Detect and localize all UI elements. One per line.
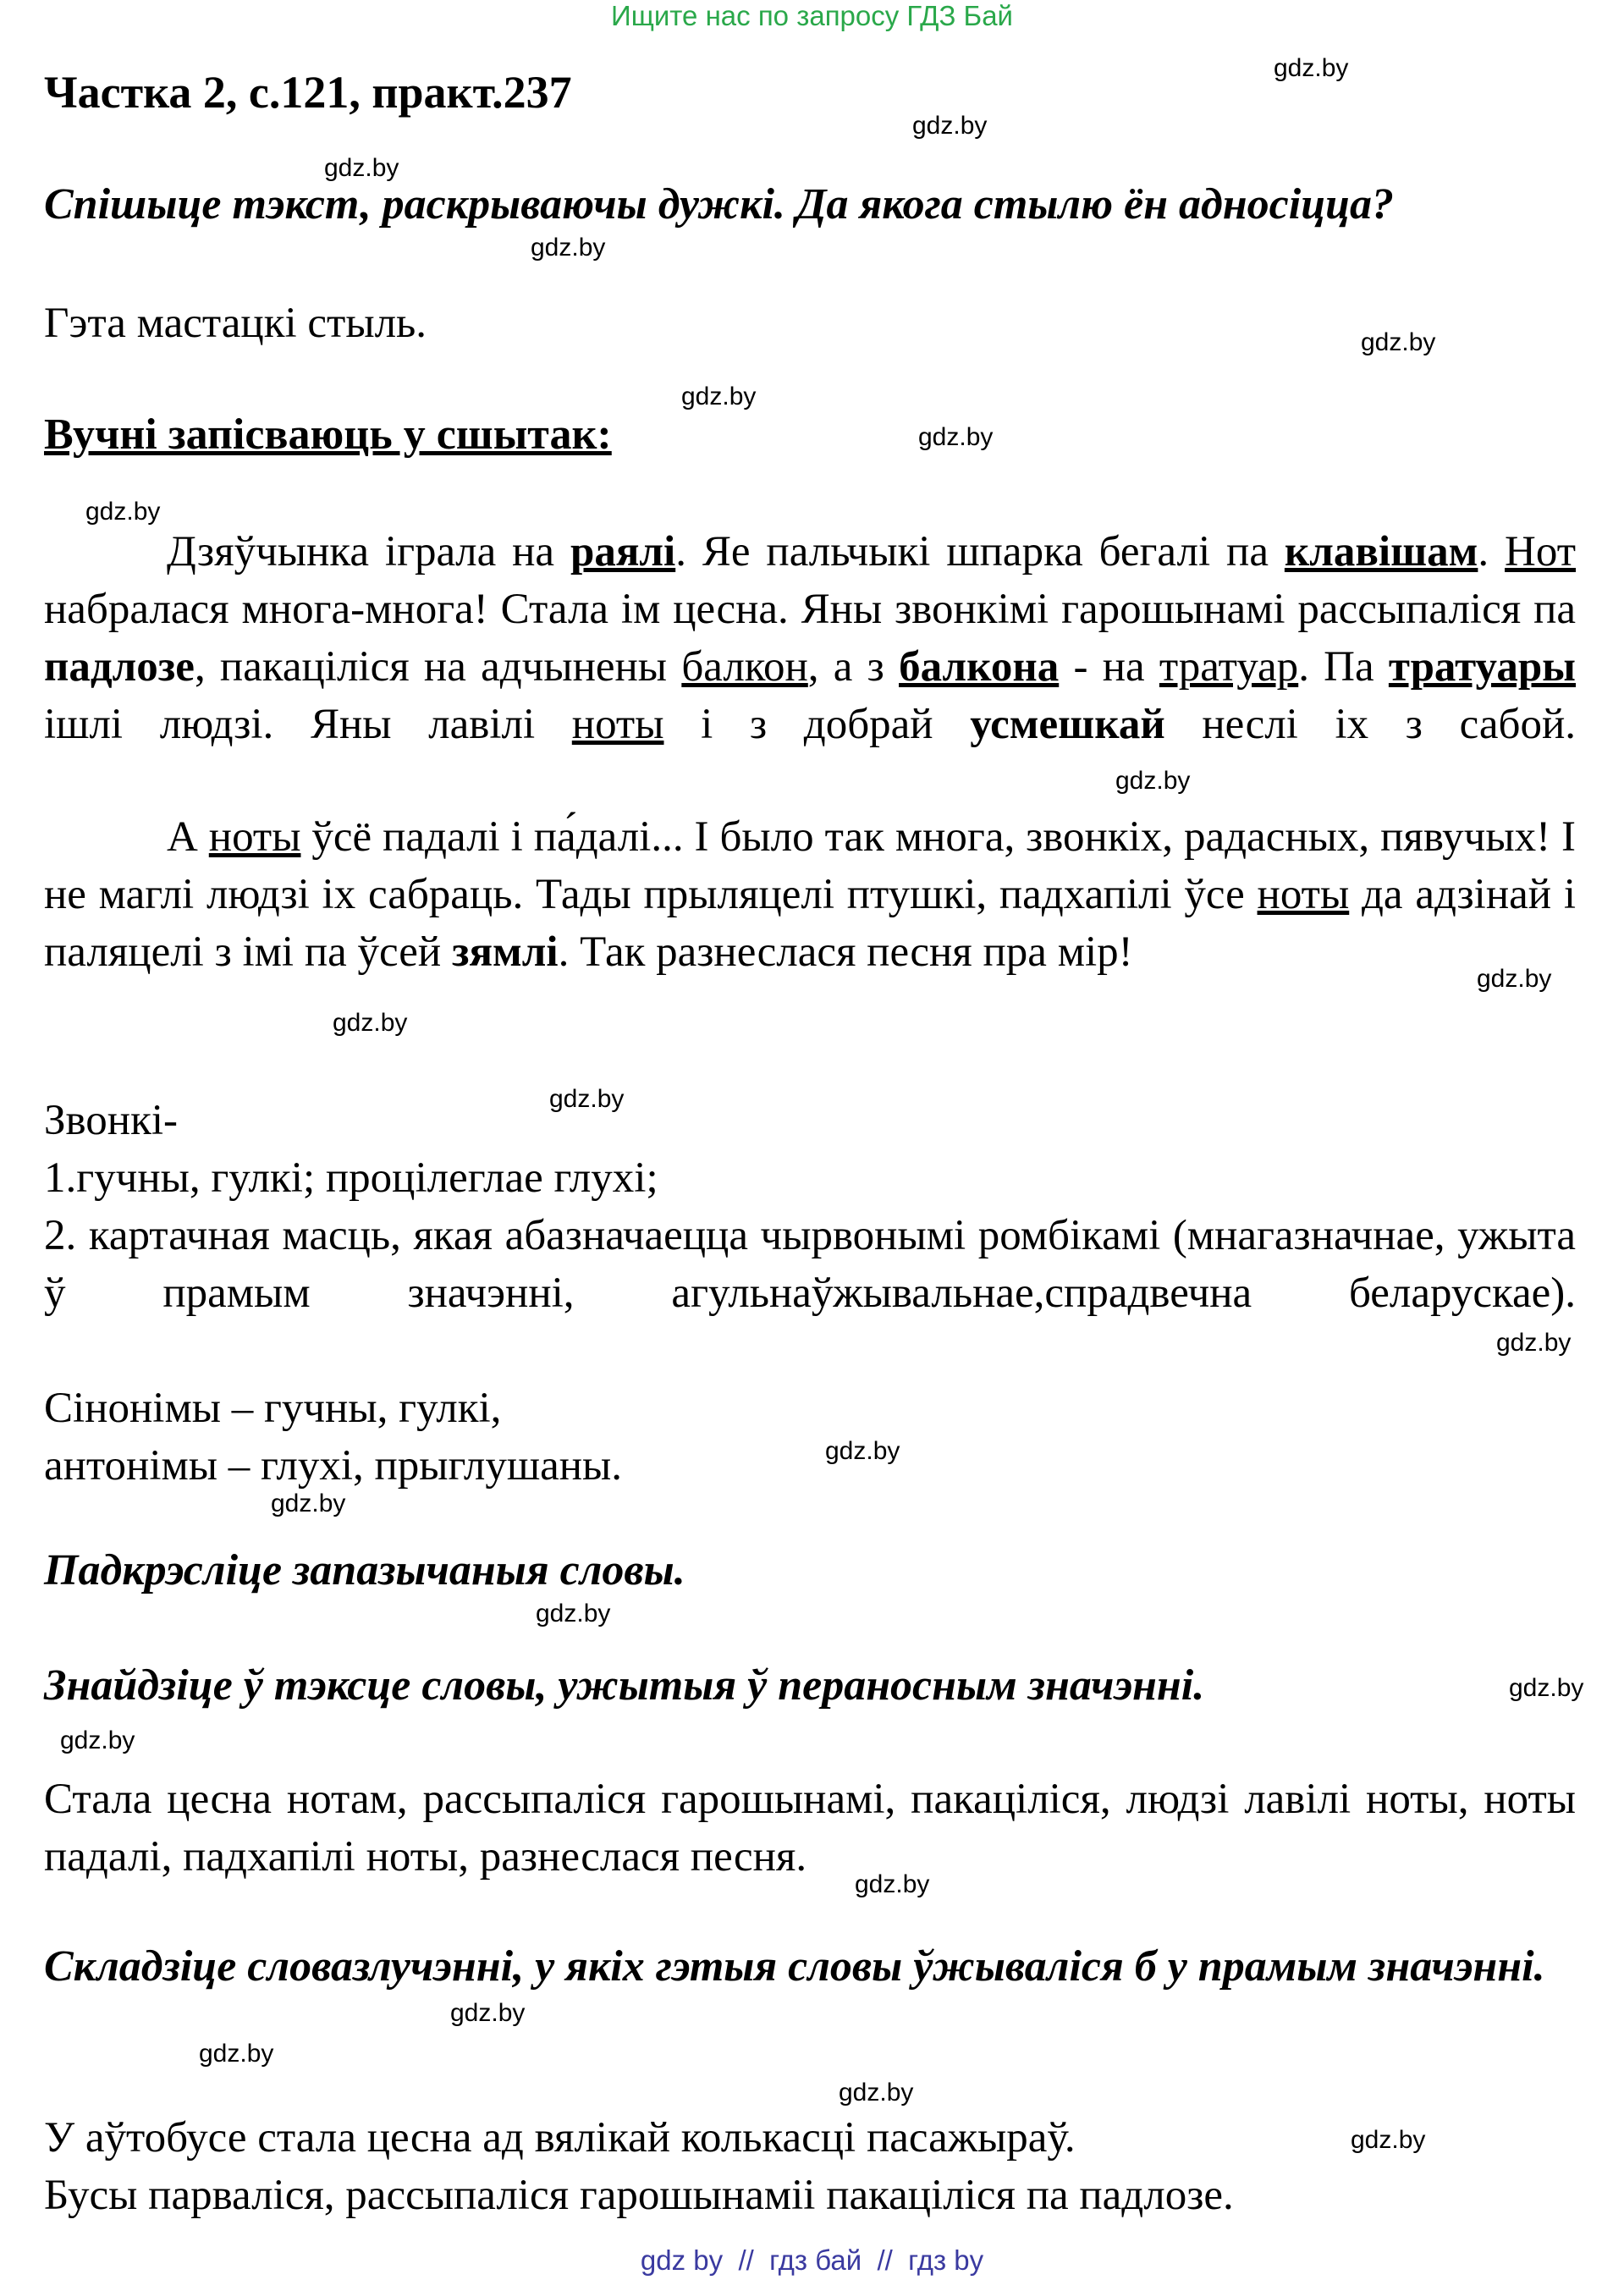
watermark: gdz.by: [825, 1437, 900, 1465]
answer-4-line-2: Бусы парваліся, рассыпаліся гарошынаміі пакаціліся па падлозе.: [44, 2172, 1234, 2219]
answer-1: Гэта мастацкі стыль.: [44, 300, 427, 347]
watermark: gdz.by: [1496, 1329, 1572, 1357]
task-2-heading: Падкрэсліце запазычаныя словы.: [44, 1546, 685, 1594]
story-text: , пакаціліся на адчынены: [194, 643, 682, 691]
story-text: . Яе пальчыкі шпарка бегалі па: [675, 528, 1285, 576]
watermark: gdz.by: [549, 1085, 625, 1113]
vocab-word: Звонкі-: [44, 1097, 179, 1144]
vocab-antonyms: антонімы – глухі, прыглушаны.: [44, 1442, 623, 1490]
watermark: gdz.by: [199, 2040, 274, 2068]
story-paragraph-1: [44, 523, 1576, 753]
watermark: gdz.by: [912, 112, 988, 140]
borrowed-word: Нот: [1505, 528, 1576, 576]
story-text: да адзінай і паляцелі з імі па ўсей: [44, 871, 1576, 976]
story-text: Дзяўчынка ігрaла на: [167, 528, 570, 576]
watermark: gdz.by: [536, 1600, 611, 1627]
story-paragraph-2: [44, 808, 1576, 981]
bold-word: зямлі: [451, 928, 559, 976]
story-text: - на: [1059, 643, 1159, 691]
story-text: . Па: [1298, 643, 1389, 691]
story-text: неслі іх з сабой.: [1164, 701, 1576, 748]
watermark: gdz.by: [450, 1999, 526, 2027]
page-title: Частка 2, с.121, практ.237: [44, 67, 572, 118]
notebook-heading: Вучні запісваюць у сшытак:: [44, 410, 612, 459]
watermark: gdz.by: [85, 498, 161, 526]
borrowed-word: тратуар: [1159, 643, 1299, 691]
story-text: . Так разнеслася песня пра мір!: [558, 928, 1133, 976]
borrowed-word: клавішам: [1284, 528, 1478, 576]
task-4-heading: Складзіце словазлучэнні, у якіх гэтыя словы ўжываліся б у прамым значэнні.: [44, 1942, 1545, 1991]
watermark: gdz.by: [324, 154, 399, 182]
watermark: gdz.by: [60, 1727, 135, 1754]
story-text: ішлі людзі. Яны лавілі: [44, 701, 572, 748]
story-text: ўсё падалі і па́далі... І было так многа, звонкіх, радасных, пявучых! І не маглі людзі іх сабраць. Тады прыляцелі птушкі, падхапілі ўсе: [44, 813, 1576, 918]
footer-links: gdz by // гдз бай // гдз by: [640, 2244, 984, 2276]
story-text: , а з: [807, 643, 900, 691]
watermark: gdz.by: [1351, 2126, 1426, 2154]
watermark: gdz.by: [839, 2079, 914, 2107]
story-text: і з добрай: [663, 701, 971, 748]
task-1-heading: Спішыце тэкст, раскрываючы дужкі. Да якога стылю ён адносіцца?: [44, 180, 1395, 229]
watermark: gdz.by: [1361, 328, 1436, 356]
watermark: gdz.by: [1274, 54, 1349, 82]
task-3-heading: Знайдзіце ў тэксце словы, ужытыя ў пераносным значэнні.: [44, 1661, 1205, 1710]
story-text: .: [1478, 528, 1506, 576]
borrowed-word: ноты: [1257, 871, 1350, 918]
watermark: gdz.by: [531, 234, 606, 262]
borrowed-word: балкон: [681, 643, 808, 691]
watermark: gdz.by: [681, 383, 757, 410]
story-text: А: [167, 813, 209, 861]
watermark: gdz.by: [855, 1870, 930, 1898]
vocab-synonyms: Сінонімы – гучны, гулкі,: [44, 1385, 502, 1432]
answer-3: Стала цесна нотам, рассыпаліся гарошынамі, пакаціліся, людзі лавілі ноты, ноты падалі, падхапілі ноты, разнеслася песня.: [44, 1776, 1576, 1881]
borrowed-word: балкона: [899, 643, 1060, 691]
watermark: gdz.by: [1509, 1674, 1584, 1702]
vocab-definition-2: 2. картачная масць, якая абазначаецца чырвонымі ромбікамі (мнагазначнае, ужыта ў прамым значэнні, агульнаўжывальнае,спрадвечна беларускае).: [44, 1212, 1576, 1317]
borrowed-word: тратуары: [1388, 643, 1576, 691]
watermark: gdz.by: [1115, 767, 1191, 795]
watermark: gdz.by: [1477, 965, 1552, 993]
bold-word: усмешкай: [970, 701, 1165, 748]
top-banner: Ищите нас по запросу ГДЗ Бай: [611, 0, 1013, 31]
answer-4-line-1: У аўтобусе стала цесна ад вялікай колькасці пасажыраў.: [44, 2114, 1076, 2162]
watermark: gdz.by: [333, 1009, 408, 1037]
watermark: gdz.by: [918, 423, 994, 451]
watermark: gdz.by: [271, 1490, 346, 1517]
borrowed-word: раялі: [570, 528, 676, 576]
bold-word: падлозе: [44, 643, 195, 691]
borrowed-word: ноты: [571, 701, 664, 748]
borrowed-word: ноты: [208, 813, 301, 861]
story-text: набралася многа-многа! Стала ім цесна. Яны звонкімі гарошынамі рассыпаліся па: [44, 586, 1576, 633]
vocab-definition-1: 1.гучны, гулкі; процілеглае глухі;: [44, 1154, 658, 1202]
